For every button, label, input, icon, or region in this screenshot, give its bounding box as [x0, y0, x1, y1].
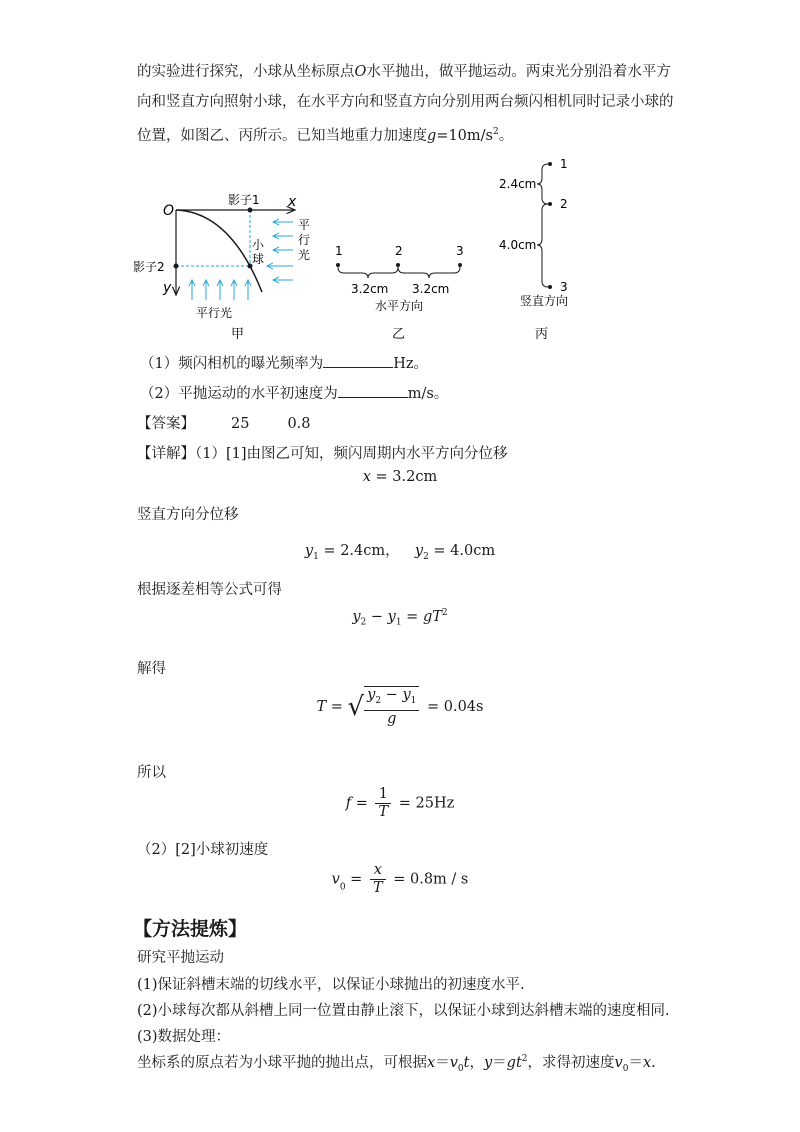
math-var: v — [331, 871, 340, 888]
math-text: = — [401, 608, 423, 625]
eq-diff — [0, 608, 800, 628]
bottom-light-arrows — [192, 280, 248, 300]
side-light-arrows — [267, 222, 293, 280]
sqrt-fraction — [364, 686, 419, 728]
math-sup: 2 — [441, 608, 448, 618]
math-var: y — [352, 608, 361, 625]
math-text: 1 — [375, 786, 391, 804]
answer-blank[interactable] — [323, 353, 393, 368]
var-g: g — [427, 127, 437, 144]
sqrt-sign: √ — [347, 691, 365, 722]
bing-brace-1 — [537, 164, 548, 204]
math-var: T — [378, 804, 389, 820]
intro-text: =10m/s — [436, 127, 493, 144]
math-var: g — [506, 1055, 516, 1071]
math-var: g — [422, 608, 433, 625]
answer-blank[interactable] — [338, 383, 408, 398]
math-var: t — [515, 1055, 522, 1071]
explain-line-6 — [137, 838, 268, 859]
experiment-figure — [130, 150, 600, 345]
method-text: 坐标系的原点若为小球平抛的抛出点，可根据 — [137, 1055, 427, 1071]
fraction — [375, 786, 391, 821]
bing-spacing: 2.4cm — [499, 177, 537, 191]
intro-line-3 — [137, 122, 513, 146]
math-var: y — [367, 687, 376, 703]
math-var: v — [449, 1055, 458, 1071]
method-last-line — [137, 1051, 656, 1074]
x-axis-label: x — [288, 194, 297, 210]
answer-value-2: 0.8 — [287, 416, 311, 432]
bing-dot — [548, 162, 552, 166]
superscript: 2 — [492, 127, 499, 137]
explain-line-1 — [137, 442, 508, 463]
yi-axis-label: 水平方向 — [375, 299, 424, 313]
explain-text: 根据逐差相等公式可得 — [137, 582, 282, 598]
math-text: ， — [469, 1055, 484, 1071]
math-text: ＝ — [628, 1055, 643, 1071]
explain-text: （2）[2]小球初速度 — [137, 842, 269, 858]
eq-T — [0, 686, 800, 728]
intro-text: 的实验进行探究，小球从坐标原点 — [137, 64, 355, 80]
math-text: ＝ — [492, 1055, 507, 1071]
bing-brace-2 — [537, 204, 548, 287]
origin-label: O — [163, 203, 175, 219]
fraction — [370, 862, 386, 897]
intro-line-2 — [137, 92, 674, 112]
method-item-2: (2)小球每次都从斜槽上同一位置由静止滚下，以保证小球到达斜槽末端的速度相同. — [137, 1003, 670, 1019]
math-var: y — [483, 1055, 493, 1071]
shadow2-dot — [174, 264, 179, 269]
math-var: x — [642, 1055, 652, 1071]
light-label: 行 — [298, 233, 311, 247]
math-var: y — [387, 608, 396, 625]
method-item-3: (3)数据处理： — [137, 1029, 231, 1045]
math-text: = 3.2cm — [370, 469, 438, 485]
math-var: g — [387, 710, 397, 727]
math-text: = — [345, 871, 367, 888]
yi-spacing: 3.2cm — [351, 282, 389, 296]
math-text: = 0.04s — [422, 698, 484, 715]
explain-line-3 — [137, 578, 282, 599]
math-sub: 1 — [410, 695, 417, 706]
yi-brace-1 — [338, 267, 398, 278]
math-text: = — [326, 698, 348, 715]
bing-spacing: 4.0cm — [499, 238, 537, 252]
math-var: x — [362, 469, 371, 485]
point-label: 2 — [395, 244, 403, 258]
math-sub: 1 — [395, 617, 402, 628]
bing-axis-label: 竖直方向 — [520, 294, 569, 308]
shadow2-label: 影子2 — [133, 260, 165, 274]
bing-dot — [548, 285, 552, 289]
intro-text: 。 — [498, 127, 514, 144]
question-1 — [140, 352, 428, 373]
math-text: = 4.0cm — [428, 543, 496, 559]
explain-text: 所以 — [137, 765, 166, 781]
explain-text: 竖直方向分位移 — [137, 507, 239, 523]
explain-line-4 — [137, 657, 166, 678]
intro-line-1 — [137, 62, 671, 82]
explain-text: 解得 — [137, 661, 166, 677]
y-axis-label: y — [163, 280, 172, 296]
math-var: T — [316, 698, 327, 715]
shadow1-label: 影子1 — [228, 193, 260, 207]
math-var: y — [304, 543, 314, 559]
math-var: T — [372, 880, 383, 896]
explain-text: （1）[1]由图乙可知，频闪周期内水平方向分位移 — [195, 446, 508, 462]
answer-line — [137, 412, 311, 433]
caption-jia: 甲 — [231, 327, 245, 342]
eq-x — [0, 469, 800, 485]
light-label: 光 — [298, 248, 311, 262]
math-sub: 0 — [622, 1063, 629, 1074]
math-text: − — [381, 687, 403, 703]
yi-dot — [458, 263, 462, 267]
light-label-bottom: 平行光 — [196, 306, 233, 320]
math-var: t — [463, 1055, 470, 1071]
trajectory-curve — [176, 210, 265, 292]
point-label: 2 — [560, 197, 568, 211]
yi-spacing: 3.2cm — [412, 282, 450, 296]
math-text: = 0.8m / s — [388, 871, 469, 888]
var-O: O — [354, 64, 367, 80]
question-unit: m/s。 — [407, 386, 449, 402]
eq-y — [0, 539, 800, 562]
math-var: v — [614, 1055, 623, 1071]
question-text: （2）平抛运动的水平初速度为 — [140, 386, 338, 402]
math-var: y — [402, 687, 411, 703]
question-2 — [140, 382, 448, 403]
figure-yi — [335, 244, 464, 342]
math-sup: 2 — [521, 1054, 528, 1065]
ball-label: 球 — [252, 252, 265, 266]
point-label: 1 — [335, 244, 343, 258]
math-var: y — [414, 543, 424, 559]
math-sub: 2 — [423, 551, 429, 562]
yi-brace-2 — [398, 267, 460, 278]
math-var: f — [345, 795, 352, 812]
eq-f — [0, 786, 800, 821]
math-text: − — [366, 608, 388, 625]
figure-jia — [133, 193, 310, 342]
math-sub: 0 — [339, 882, 346, 893]
method-item-1: (1)保证斜槽末端的切线水平，以保证小球抛出的初速度水平. — [137, 977, 525, 993]
point-label: 3 — [560, 280, 568, 294]
math-sub: 0 — [457, 1063, 464, 1074]
math-var: x — [427, 1055, 436, 1071]
math-sub: 1 — [313, 551, 319, 562]
point-label: 3 — [456, 244, 464, 258]
caption-bing: 丙 — [535, 327, 549, 342]
math-text: = 2.4cm， — [318, 543, 400, 559]
method-title: 研究平抛运动 — [137, 950, 224, 966]
math-var: x — [370, 862, 386, 880]
method-heading: 【方法提炼】 — [133, 918, 248, 940]
ball-label: 小 — [252, 238, 265, 252]
intro-text: 水平抛出，做平抛运动。两束光分别沿着水平方 — [366, 64, 671, 80]
caption-yi: 乙 — [392, 327, 406, 342]
math-sub: 2 — [360, 617, 367, 628]
explain-label: 【详解】 — [137, 446, 195, 462]
yi-dot — [336, 263, 340, 267]
eq-v — [0, 862, 800, 897]
math-text: . — [651, 1055, 656, 1071]
intro-text: 向和竖直方向照射小球，在水平方向和竖直方向分别用两台频闪相机同时记录小球的 — [137, 94, 674, 110]
math-sub: 2 — [375, 695, 382, 706]
intro-text: 位置，如图乙、丙所示。已知当地重力加速度 — [137, 127, 427, 144]
light-label: 平 — [298, 218, 311, 232]
method-text: ，求得初速度 — [527, 1055, 615, 1071]
math-text: ＝ — [435, 1055, 450, 1071]
point-label: 1 — [560, 157, 568, 171]
bing-dot — [548, 202, 552, 206]
shadow1-dot — [248, 208, 253, 213]
answer-value-1: 25 — [231, 416, 250, 432]
explain-line-5 — [137, 761, 166, 782]
question-text: （1）频闪相机的曝光频率为 — [140, 356, 324, 372]
math-text: = 25Hz — [394, 795, 455, 812]
figure-bing — [499, 157, 568, 342]
answer-label: 【答案】 — [137, 416, 195, 432]
math-text: = — [351, 795, 373, 812]
explain-line-2 — [137, 503, 239, 524]
math-var: T — [432, 608, 442, 625]
yi-dot — [396, 263, 400, 267]
question-unit: Hz。 — [393, 356, 429, 372]
